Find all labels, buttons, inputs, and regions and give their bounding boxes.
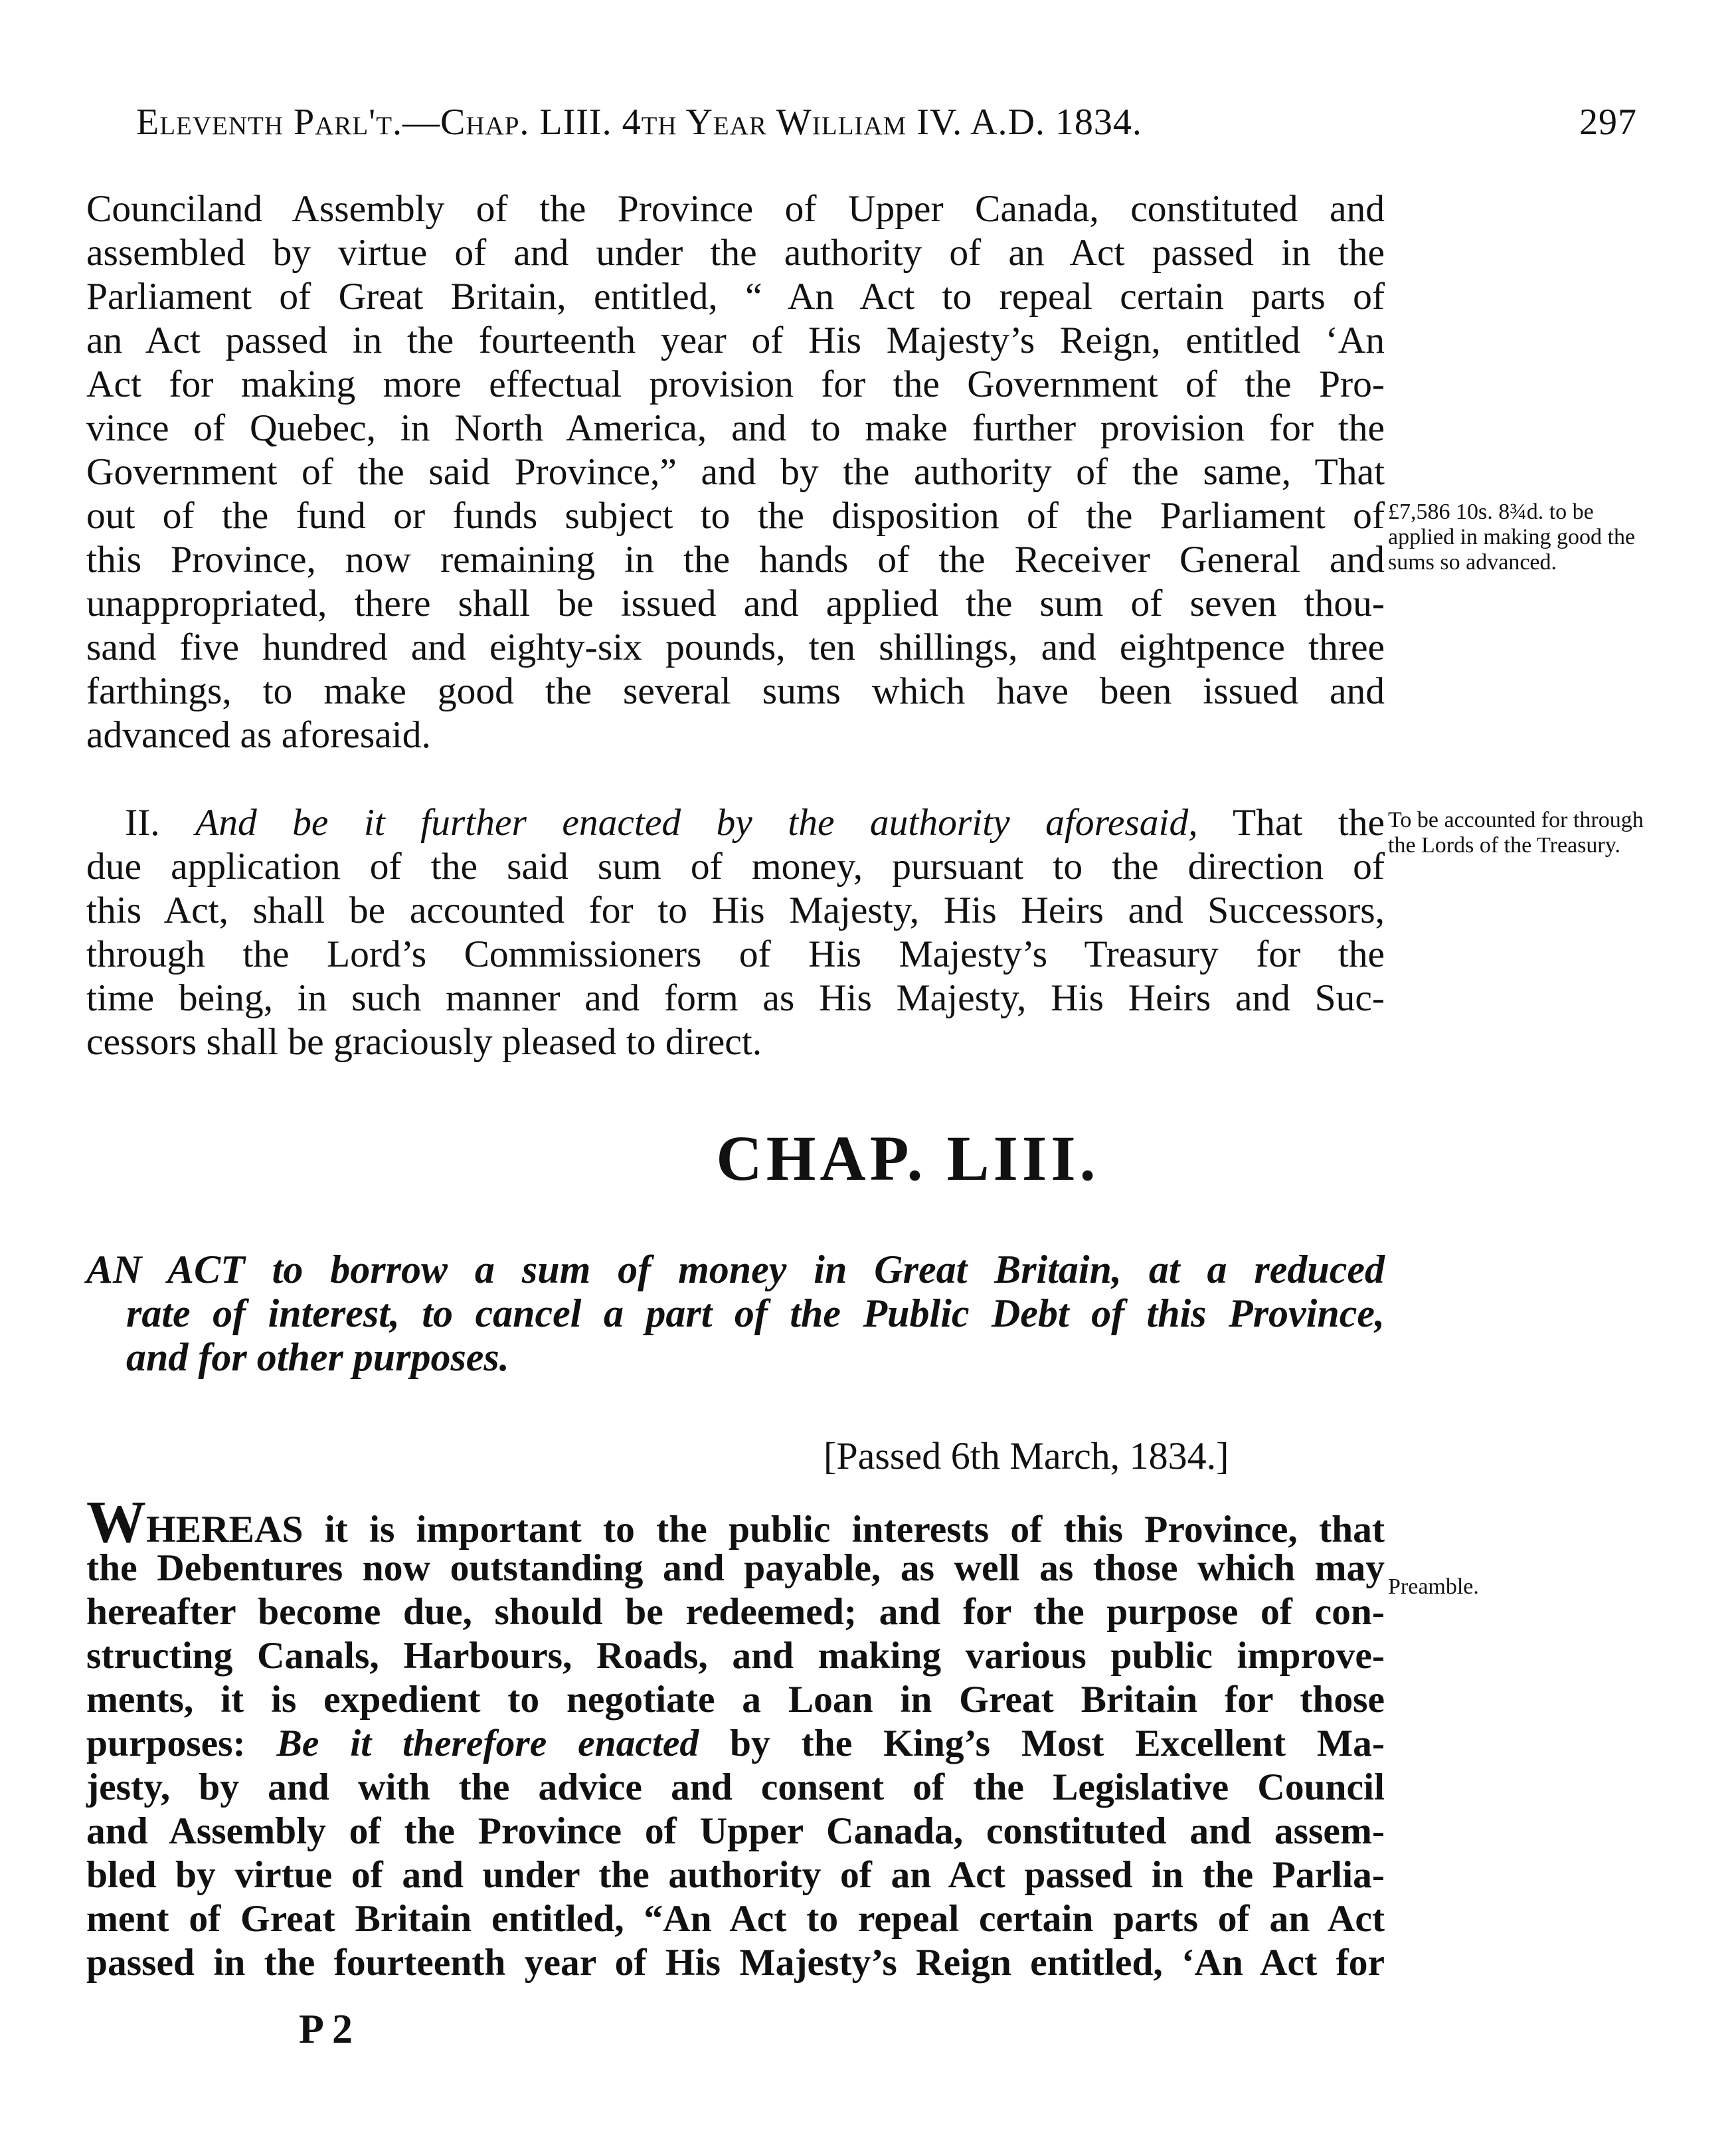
chapter-heading: CHAP. LIII. [716,1123,1100,1194]
act-title-line: rate of interest, to cancel a part of the Public Debt of this Province, [126,1291,1385,1335]
text-line: passed in the fourteenth year of His Majesty’s Reign entitled, ‘An Act for [86,1942,1385,1984]
text-line: advanced as aforesaid. [86,714,431,756]
text-line: ment of Great Britain entitled, “An Act to repeal certain parts of an Act [86,1898,1385,1940]
text-line: cessors shall be graciously pleased to direct. [86,1021,762,1063]
text-line: farthings, to make good the several sums which have been issued and [86,670,1385,712]
text-line: an Act passed in the fourteenth year of His Majesty’s Reign, entitled ‘An [86,320,1385,361]
marginal-note-preamble: Preamble. [1388,1574,1479,1599]
text-line: due application of the said sum of money, pursuant to the direction of [86,846,1385,888]
text-line: time being, in such manner and form as His Majesty, His Heirs and Suc- [86,977,1385,1019]
enacting-phrase: Be it therefore enacted [276,1723,699,1764]
text-line: assembled by virtue of and under the authority of an Act passed in the [86,232,1385,274]
first-line-rest: That the [1232,802,1385,844]
running-head [136,101,1637,154]
paragraph-continuation [86,187,1385,757]
text-line: this Province, now remaining in the hands of the Receiver General and [86,539,1385,581]
text-line: hereafter become due, should be redeemed; and for the purpose of con- [86,1591,1385,1633]
text-line: ments, it is expedient to negotiate a Loan in Great Britain for those [86,1679,1385,1721]
text-line: bled by virtue of and under the authority of an Act passed in the Parlia- [86,1854,1385,1896]
text-line: Government of the said Province,” and by the authority of the same, That [86,451,1385,493]
section-ii-first-line [86,801,1385,845]
text-line: Parliament of Great Britain, entitled, “ An Act to repeal certain parts of [86,276,1385,318]
first-line-rest: HEREAS it is important to the public interests of this Province, that [146,1509,1385,1550]
marginal-note-sum: £7,586 10s. 8¾d. to be applied in making good the sums so advanced. [1388,500,1636,575]
text-line: structing Canals, Harbours, Roads, and making various public improve- [86,1635,1385,1677]
page-number: 297 [1579,102,1637,143]
passed-date: [Passed 6th March, 1834.] [824,1434,1229,1477]
line-end: by the King’s Most Excellent Ma- [730,1723,1385,1764]
signature-mark: P 2 [299,2007,353,2052]
text-line: this Act, shall be accounted for to His Majesty, His Heirs and Successors, [86,889,1385,931]
act-title-line: and for other purposes. [126,1335,509,1379]
text-line: Act for making more effectual provision for the Government of the Pro- [86,363,1385,405]
drop-cap: W [86,1489,146,1555]
text-line: and Assembly of the Province of Upper Canada, constituted and assem- [86,1810,1385,1852]
text-line: Counciland Assembly of the Province of Upper Canada, constituted and [86,188,1385,230]
text-line: unappropriated, there shall be issued and applied the sum of seven thou- [86,583,1385,624]
preamble-paragraph [86,1489,1385,1985]
section-number: II. [125,802,160,844]
text-line: through the Lord’s Commissioners of His Majesty’s Treasury for the [86,933,1385,975]
text-line: the Debentures now outstanding and payable, as well as those which may [86,1547,1385,1589]
act-title-line: AN ACT to borrow a sum of money in Great Britain, at a reduced [86,1248,1385,1291]
section-ii [86,801,1385,1064]
preamble-first-line [86,1489,1385,1555]
marginal-note-treasury: To be accounted for through the Lords of the Treasury. [1388,808,1644,858]
running-head-title: Eleventh Parl't.—Chap. LIII. 4th Year William IV. A.D. 1834. [136,102,1142,143]
text-line: sand five hundred and eighty-six pounds, ten shillings, and eightpence three [86,626,1385,668]
text-line: jesty, by and with the advice and consent of the Legislative Council [86,1766,1385,1808]
text-line: vince of Quebec, in North America, and to make further provision for the [86,407,1385,449]
act-title [86,1246,1385,1377]
text-line: out of the fund or funds subject to the disposition of the Parliament of [86,495,1385,537]
enacting-clause: And be it further enacted by the authority aforesaid, [195,802,1198,844]
line-start: purposes: [86,1723,246,1764]
text-line-enacting [86,1722,1385,1766]
